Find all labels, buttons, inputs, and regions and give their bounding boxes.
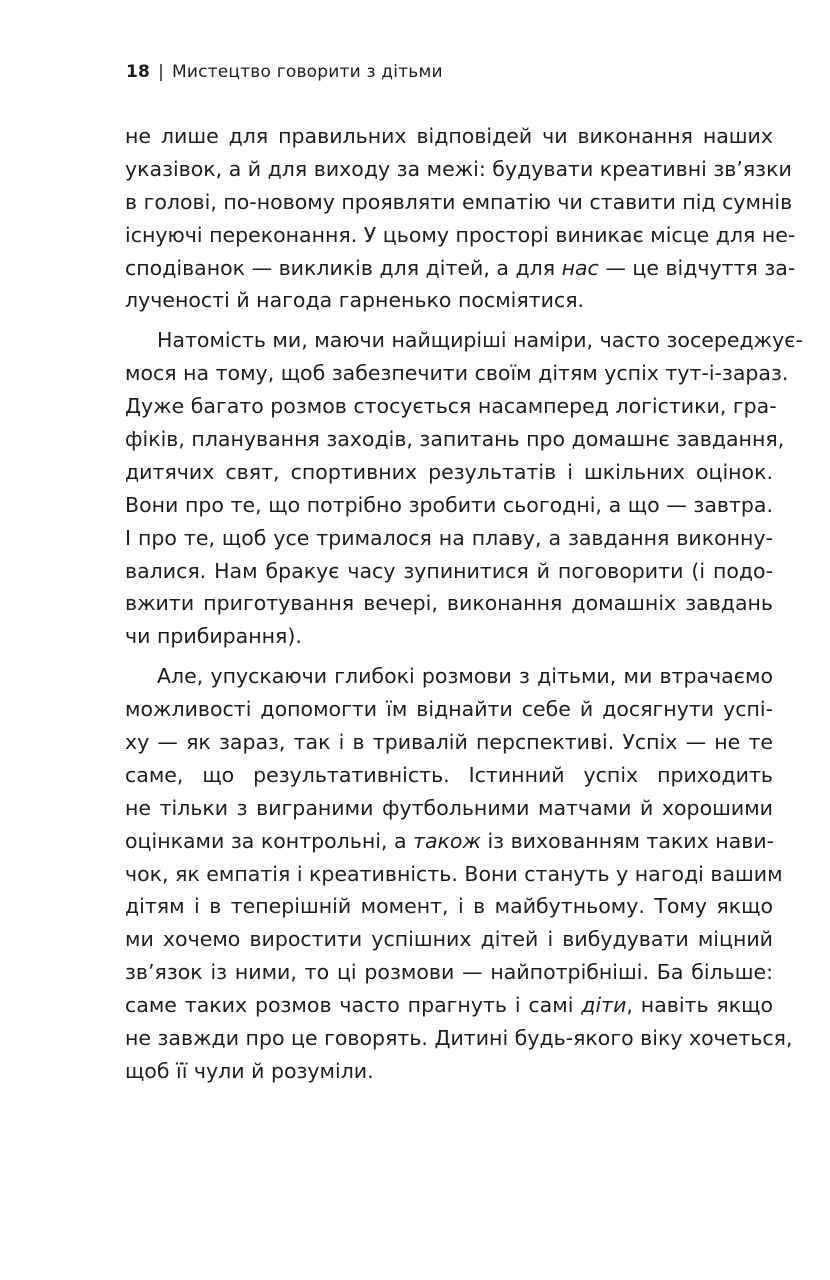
text-line: саме, що результативність. Істинний успіх приходить [125,762,773,787]
text-line: Вони про те, що потрібно зробити сьогодні, а що — завтра. [125,492,773,517]
text-line: Натомість ми, маючи найщиріші наміри, часто зосереджує- [157,328,803,353]
emphasis-text: нас [561,255,599,280]
text-line: щоб її чули й розуміли. [125,1058,374,1083]
header-separator: | [158,62,164,82]
text-line: фіків, планування заходів, запитань про домашнє завдання, [125,427,785,452]
text-line: дитячих свят, спортивних результатів і шкільних оцінок. [125,459,773,484]
text-line: валися. Нам бракує часу зупинитися й поговорити (і подо- [125,558,773,583]
text-run: , навіть якщо [626,993,773,1018]
text-line: не тільки з виграними футбольними матчами й хорошими [125,795,773,820]
text-line: не лише для правильних відповідей чи виконання наших [125,124,773,148]
text-run: саме таких розмов часто прагнуть і самі [125,993,582,1018]
book-title: Мистецтво говорити з дітьми [172,62,443,82]
text-run: — це відчуття за- [598,255,796,280]
text-line: мося на тому, щоб забезпечити своїм дітям успіх тут-і-зараз. [125,361,789,386]
text-line: в голові, по-новому проявляти емпатію чи ставити під сумнів [125,189,793,214]
text-line: можливості допомогти їм віднайти себе й досягнути успі- [125,697,773,722]
text-line: ми хочемо виростити успішних дітей і вибудувати міцний [125,927,773,952]
text-run: оцінками за контрольні, а [125,828,414,853]
text-line [125,825,773,858]
text-line: Дуже багато розмов стосується насамперед логістики, гра- [125,394,777,419]
text-run: сподіванок — викликів для дітей, а для [125,255,562,280]
text-line: дітям і в теперішній момент, і в майбутньому. Тому якщо [125,894,773,919]
running-head [126,62,443,82]
text-line: чи прибирання). [125,624,302,649]
emphasis-text: також [413,828,481,853]
text-line: вжити приготування вечері, виконання домашніх завдань [125,591,773,616]
text-line: не завжди про це говорять. Дитині будь-якого віку хочеться, [125,1026,793,1051]
body-text [125,120,803,1088]
text-line: указівок, а й для виходу за межі: будувати креативні зв’язки [125,156,792,181]
text-line: Але, упускаючи глибокі розмови з дітьми, ми втрачаємо [157,664,773,689]
emphasis-text: діти [581,993,627,1018]
text-line: існуючі переконання. У цьому просторі виникає місце для не- [125,222,796,247]
text-line: І про те, щоб усе трималося на плаву, а завдання виконну- [125,525,773,550]
text-line: ху — як зараз, так і в тривалій перспективі. Успіх — не те [125,730,773,755]
text-line [125,252,796,285]
text-line: лученості й нагода гарненько посміятися. [125,288,585,313]
text-line: зв’язок із ними, то ці розмови — найпотрібніші. Ба більше: [125,960,773,985]
text-line [125,989,773,1022]
page-number: 18 [126,62,151,82]
text-line: чок, як емпатія і креативність. Вони стануть у нагоді вашим [125,861,783,886]
text-run: із вихованням таких нави- [480,828,775,853]
